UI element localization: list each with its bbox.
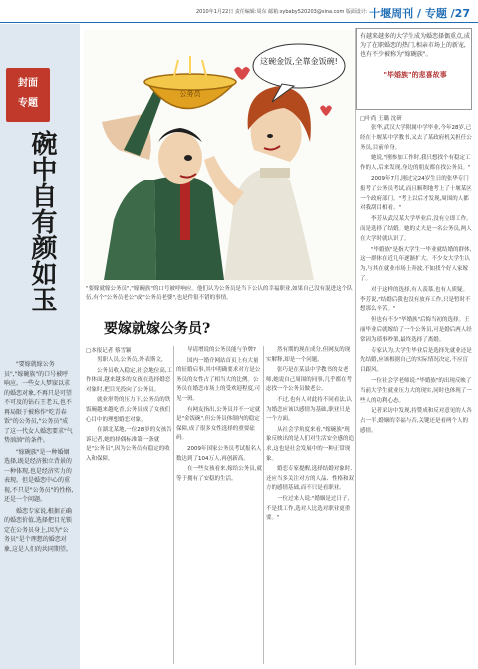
left-paragraph: "嫁碗族"是一种婚姻选择,既是经济独立背景的一种体现,也是经济实力的表现。但是婚恋中心的重视,不只是"公务员"的性格,还是一个问题。 [4,448,74,503]
article-paragraph: 国内一婚介网站首页上有大量的征婚启事,其中明确要求对方是公务员的女性占了相当大的比例。公务员在婚恋市场上的受欢迎程度,可见一斑。 [176,357,261,402]
article-paragraph: 就业形势的压力下,公务员的铁饭碗越来越吃香,公务员成了女孩们心目中的理想婚恋对象。 [86,397,171,423]
sidebar-body [360,124,472,438]
sidebar-paragraph: 李芳从武汉某大学毕业后,没有立即工作,而是选择了结婚。她的丈夫是一名公务员,两人在大学时就认识了。 [360,216,472,242]
cartoon-illustration [84,30,354,284]
article-column-2 [176,346,262,485]
page-header [0,0,478,24]
article-column-3 [266,346,354,525]
article-title: 要嫁就嫁公务员? [104,321,211,337]
sidebar-paragraph: 但也有不少"毕婚族"后悔当初的选择。王丽毕业后就嫁给了一个公务员,可是婚后两人经常因为琐事吵架,最终选择了离婚。 [360,317,472,343]
sidebar-paragraph: 她说,"刚参加工作时,我只想找个有稳定工作的人,后来发现,身边的朋友都在找公务员。" [360,155,471,172]
sidebar-paragraph: 张华,武汉大学附属中学毕业,今年28岁,已经在十堰某中学教书,又去了某政府机关担任公务员,目前单身。 [360,125,472,151]
column-divider [355,28,356,665]
article-paragraph: 不过,也有人对此持不同看法,认为婚恋应该以感情为基础,职业只是一个方面。 [266,396,352,423]
section-badge-line1: 封面 [18,78,38,89]
article-paragraph: 2009年国家公务员考试报名人数达到了104万人,再创新高。 [176,445,262,462]
article-paragraph: 从社会学角度来看,"嫁碗族"现象反映出的是人们对生活安全感的追求,这也是社会发展中的一种正常现象。 [266,426,355,462]
article-paragraph: 公务员收入稳定,社会地位高,工作体面,越来越多的女孩在选择婚恋对象时,把目光投向了公务员。 [86,367,172,393]
article-paragraph: 男职人员,公务员,外表斯文, [97,357,163,363]
column-divider [173,346,174,664]
sidebar-intro-text: 有越来越多的大学生成为婚恋择偶重点,成为了在职婚恋的热门,相亲市场上的新宠,也有不少被称为"嫁碗族"。 [360,33,470,58]
bowl-label: 公务员 [179,90,201,98]
bubble-text: 这碗金饭,全靠金饭碗! [260,57,338,66]
article-paragraph: 在湖北某地,一位28岁的女孩告诉记者,她的择偶标准第一条就是"公务员",因为公务员有稳定的收入和保障。 [86,427,172,462]
article-column-1 [86,356,172,466]
article-byline: □本报记者 蔡雪颖 [86,348,132,354]
section-badge [6,68,50,122]
article-paragraph: 婚恋专家提醒,选择结婚对象时,还应当多关注对方的人品、性格和双方的感情基础,而不只是看职业。 [266,466,355,492]
sidebar-paragraph: 记者采访中发现,持赞成和反对意见的人各占一半,婚姻的幸福与否,关键还是看两个人的感情。 [360,408,472,434]
sidebar-paragraph: "毕婚族"是指大学生一毕业就结婚的群体,这一群体在近几年逐渐扩大。不少女大学生认为,与其在就业市场上奔波,不如找个好人家嫁了。 [360,246,472,282]
sidebar-byline: □叶尚 王璐 沈研 [360,116,402,122]
left-paragraph: "要嫁就嫁公务员","嫁碗族"的口号被呼响应。一些女人梦寐以求的婚恋对象,不再只是可望不可及的钻石王老五,也不再局限于被称作"吃青春饭"的公务员,"公务员"成了这一代女人婚恋要求"气势汹汹"的条件。 [4,361,73,444]
header-rule [0,22,478,23]
sidebar-paragraph: 对于这样的选择,有人羡慕,也有人质疑。李芳说,"结婚后我也没有放弃工作,只是暂时不想那么辛苦。" [360,286,471,313]
article-paragraph: 有网友指出,公务员并不一定就是"金饭碗",但公务员体制内的稳定保障,成了很多女性选择的重要砝码。 [176,406,261,442]
section-badge-line2: 专题 [18,98,38,109]
header-brand: 十堰周刊 / 专题 /27 [369,7,470,20]
left-paragraph: 婚恋专家说,根据正确的婚恋价值,选择把目光锁定在公务员身上,因为"公务员"是个理想的婚恋对象,这是人们的共同期望。 [4,507,72,553]
article-paragraph: 一位过来人说:"婚姻是过日子,不是找工作,选对人比选对职业更重要。" [266,495,351,522]
illustration-caption: "要嫁就嫁公务员","嫁碗族"的口号被呼响应。他们认为公务员是当下公认的幸福职业,如果自己没有混进这个队伍,有个"公务员老公"或"公务员老婆",也是件很不错的事情。 [86,286,353,301]
column-divider [263,346,264,664]
article-paragraph: 然有期的现在成分,但网友的现实解释,却是一个问题。 [266,347,351,363]
cartoon-illustration-svg [84,30,354,284]
sidebar-subtitle: "毕婚族"的悲喜故事 [383,71,447,79]
section-vertical-title: 碗中自有颜如玉 [27,130,57,312]
left-body-text [4,360,74,556]
sidebar-paragraph: 专家认为,大学生毕业后是选择先就业还是先结婚,应该根据自己的实际情况决定,不应盲目跟风。 [360,347,472,374]
article-paragraph: 在一些女孩看来,嫁给公务员,就等于拥有了安稳的生活。 [176,466,262,482]
sidebar-paragraph: 2009年7月,刚过完24岁生日的张华专门报考了公务员考试,而且顺利地考上了十堰某区一个政府部门。"考上以后才发现,周围的人都对我刮目相看。" [360,175,472,212]
article-paragraph: 导请增说的公务员能与争牌? [187,347,256,353]
sidebar-paragraph: 一位社会学老师说:"毕婚族"的出现反映了当前大学生就业压力大的现实,同时也体现了一些人的功利心态。 [360,377,472,404]
article-paragraph: 张巧是在某县中学教书的女老师,她说自己周围的同事,几乎都在考虑找一个公务员做老公。 [266,367,352,393]
header-meta: 2010年1月22日 责任编辑:周东 邮箱:sybaby520203@sina.com 版面设计: [196,9,368,15]
